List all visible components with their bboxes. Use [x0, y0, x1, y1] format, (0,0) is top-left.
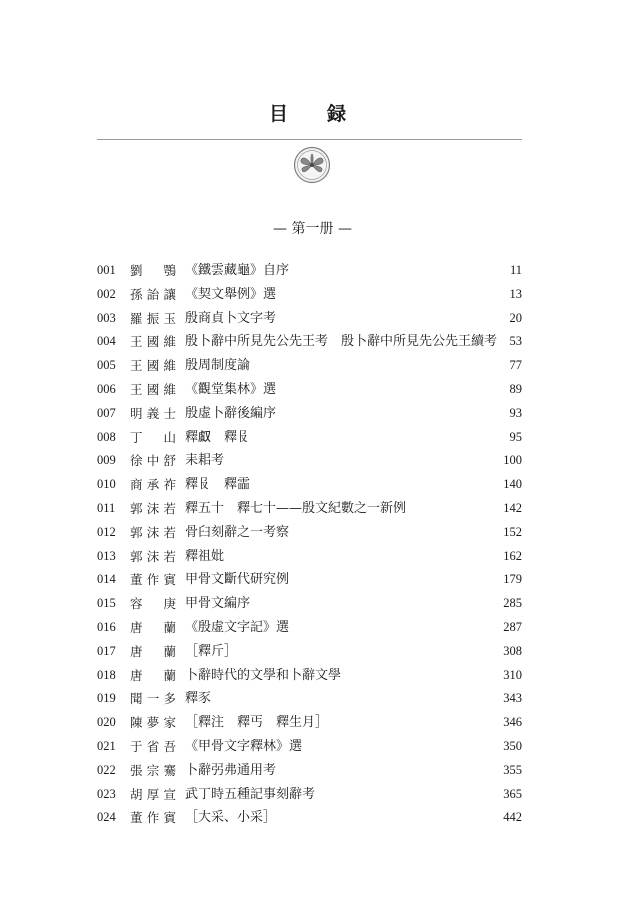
page-title: 目 録: [268, 103, 356, 125]
toc-entry-author: 孫詒讓: [130, 286, 176, 302]
toc-entry-title: 釋𠭯 釋𠬝: [185, 429, 251, 445]
toc-entry: [97, 402, 522, 426]
toc-entry: [97, 521, 522, 545]
toc-entry-number: 015: [97, 596, 116, 611]
toc-entry-page: 355: [503, 762, 522, 777]
toc-entry-title: ［釋斤］: [185, 643, 238, 659]
toc-entry-page: 285: [503, 596, 522, 611]
toc-entry-title: 殷商貞卜文字考: [185, 310, 277, 326]
floral-seal-icon: [293, 146, 331, 184]
toc-entry: [97, 354, 522, 378]
toc-entry-page: 308: [503, 643, 522, 658]
toc-entry-title: 武丁時五種記事刻辭考: [185, 786, 316, 802]
toc-entry-author: 聞一多: [130, 691, 176, 707]
toc-entry: [97, 616, 522, 640]
toc-entry-author: 郭沫若: [130, 524, 176, 540]
toc-entry: [97, 640, 522, 664]
toc-entry-title: 《觀堂集林》選: [185, 381, 277, 397]
toc-entry: [97, 568, 522, 592]
toc-entry-title: ［釋注 釋丐 釋生月］: [185, 715, 329, 731]
toc-entry-number: 014: [97, 572, 116, 587]
toc-entry-page: 100: [503, 453, 522, 468]
toc-entry-title: ［大采、小采］: [185, 810, 277, 826]
toc-entry-author: 陳夢家: [130, 715, 176, 731]
toc-entry-number: 006: [97, 381, 116, 396]
volume-heading: — 第一册 —: [273, 221, 352, 237]
toc-entry-number: 022: [97, 762, 116, 777]
toc-entry-number: 011: [97, 500, 116, 515]
toc-entry-number: 013: [97, 548, 116, 563]
toc-entry-author: 郭沫若: [130, 500, 176, 516]
toc-entry-page: 343: [503, 691, 522, 706]
toc-entry-page: 179: [503, 572, 522, 587]
toc-entry-number: 018: [97, 667, 116, 682]
toc-entry-title: 釋𠬝 釋霝: [185, 477, 251, 493]
toc-entry-page: 89: [509, 381, 522, 396]
toc-entry-author: 劉 鶚: [130, 263, 176, 278]
toc-entry-number: 001: [97, 263, 116, 277]
toc-entry-author: 胡厚宣: [130, 786, 176, 802]
toc-entry-page: 20: [509, 310, 522, 325]
toc-entry-title: 卜辭弜弗通用考: [185, 762, 277, 778]
toc-entry-page: 140: [503, 477, 522, 492]
toc-entry-page: 77: [509, 358, 522, 373]
toc-entry-author: 唐 蘭: [130, 667, 176, 683]
toc-entry-title: 卜辭時代的文學和卜辭文學: [185, 667, 342, 683]
toc-entry-author: 王國維: [130, 381, 176, 397]
toc-entry: [97, 783, 522, 807]
toc-entry: [97, 473, 522, 497]
toc-entry-author: 郭沫若: [130, 548, 176, 564]
toc-entry-number: 009: [97, 453, 116, 468]
toc-entry-title: 釋豕: [185, 691, 212, 707]
toc-entry-author: 羅振玉: [130, 310, 176, 326]
toc-entry-number: 020: [97, 715, 116, 730]
toc-entry-page: 93: [509, 405, 522, 420]
toc-entry-title: 耒耜考: [185, 453, 225, 469]
toc-entry: [97, 307, 522, 331]
toc-entry-author: 王國維: [130, 334, 176, 350]
toc-entry: [97, 759, 522, 783]
toc-entry: [97, 687, 522, 711]
toc-entry-author: 徐中舒: [130, 453, 176, 469]
toc-entry-title: 《契文舉例》選: [185, 286, 277, 302]
toc-entry-title: 甲骨文編序: [185, 596, 251, 612]
toc-entry-author: 于省吾: [130, 738, 176, 754]
table-of-contents: [97, 259, 522, 830]
toc-entry: [97, 283, 522, 307]
toc-entry-number: 005: [97, 358, 116, 373]
toc-entry-author: 唐 蘭: [130, 619, 176, 635]
toc-entry: [97, 592, 522, 616]
toc-entry-number: 008: [97, 429, 116, 444]
toc-entry-page: 310: [503, 667, 522, 682]
toc-entry: [97, 426, 522, 450]
toc-entry-author: 丁 山: [130, 429, 176, 445]
toc-entry-number: 023: [97, 786, 116, 801]
toc-entry: [97, 806, 522, 830]
toc-entry-number: 016: [97, 619, 116, 634]
toc-entry-page: 53: [509, 334, 522, 349]
toc-entry-title: 釋五十 釋七十——殷文紀數之一新例: [185, 500, 407, 516]
toc-entry-number: 004: [97, 334, 116, 349]
toc-entry-number: 010: [97, 477, 116, 492]
toc-entry-title: 甲骨文斷代研究例: [185, 572, 290, 588]
toc-entry-number: 019: [97, 691, 116, 706]
toc-entry-number: 024: [97, 810, 116, 825]
toc-entry-page: 350: [503, 738, 522, 753]
toc-entry-page: 152: [503, 524, 522, 539]
toc-entry-title: 《鐵雲藏龜》自序: [185, 263, 290, 278]
toc-entry-page: 162: [503, 548, 522, 563]
toc-entry-title: 《甲骨文字釋林》選: [185, 738, 303, 754]
toc-entry-page: 442: [503, 810, 522, 825]
toc-entry: [97, 330, 522, 354]
toc-entry-page: 95: [509, 429, 522, 444]
toc-entry-author: 董作賓: [130, 572, 176, 588]
toc-entry-author: 張宗騫: [130, 762, 176, 778]
toc-entry-page: 365: [503, 786, 522, 801]
toc-entry: [97, 497, 522, 521]
toc-entry-number: 002: [97, 286, 116, 301]
toc-entry-title: 殷虚卜辭後編序: [185, 405, 277, 421]
toc-entry-number: 021: [97, 738, 116, 753]
toc-entry-number: 003: [97, 310, 116, 325]
toc-entry-page: 346: [503, 715, 522, 730]
toc-entry: [97, 735, 522, 759]
toc-entry-number: 012: [97, 524, 116, 539]
toc-entry-author: 王國維: [130, 358, 176, 374]
toc-entry: [97, 664, 522, 688]
toc-entry-title: 骨臼刻辭之一考察: [185, 524, 290, 540]
toc-entry: [97, 259, 522, 283]
toc-entry: [97, 711, 522, 735]
toc-entry-number: 017: [97, 643, 116, 658]
toc-entry-title: 釋祖妣: [185, 548, 225, 564]
toc-entry-author: 明義士: [130, 405, 176, 421]
title-divider: [97, 139, 522, 140]
toc-entry-title: 殷卜辭中所見先公先王考 殷卜辭中所見先公先王續考: [185, 334, 498, 350]
toc-entry-page: 287: [503, 619, 522, 634]
toc-entry-author: 容 庚: [130, 596, 176, 612]
toc-entry-page: 11: [509, 263, 522, 277]
toc-entry-page: 142: [503, 500, 522, 515]
toc-entry-title: 《殷虚文字記》選: [185, 619, 290, 635]
toc-entry-author: 商承祚: [130, 477, 176, 493]
toc-entry: [97, 449, 522, 473]
toc-entry: [97, 378, 522, 402]
toc-entry-title: 殷周制度論: [185, 358, 251, 374]
toc-entry-number: 007: [97, 405, 116, 420]
toc-entry-author: 唐 蘭: [130, 643, 176, 659]
toc-entry-author: 董作賓: [130, 810, 176, 826]
toc-entry: [97, 545, 522, 569]
toc-entry-page: 13: [509, 286, 522, 301]
